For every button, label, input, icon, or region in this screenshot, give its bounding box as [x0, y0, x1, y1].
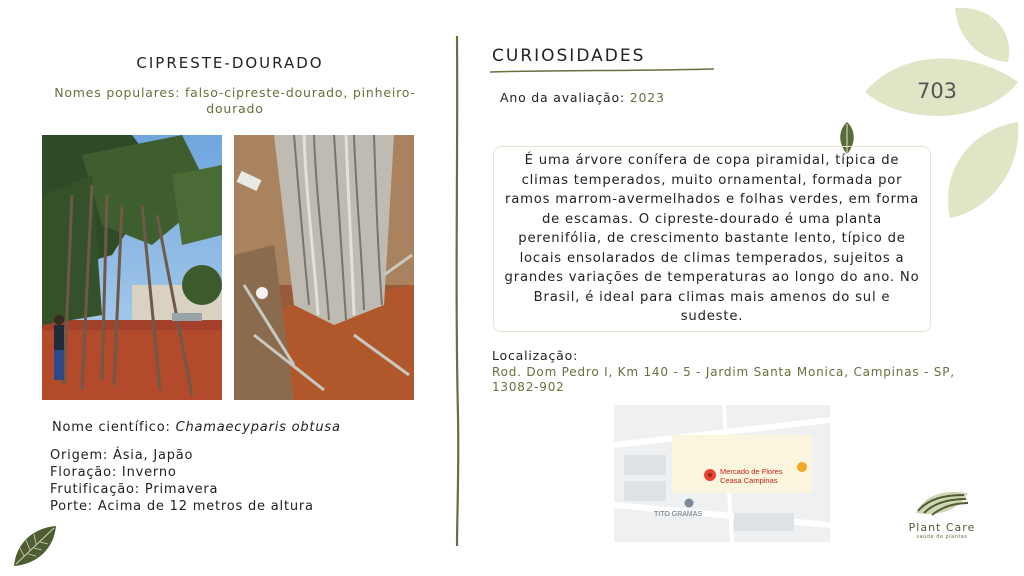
photo-trunk [234, 135, 414, 400]
brand-name: Plant Care [908, 521, 976, 534]
scientific-name-label: Nome científico: [52, 420, 171, 435]
scientific-name: Chamaecyparis obtusa [175, 420, 341, 435]
brand-logo-icon [914, 487, 970, 519]
leaf-shape-bottom [948, 122, 1018, 218]
leaf-icon-bottom-left [10, 522, 60, 570]
photo-trees [42, 135, 222, 400]
plant-title: CIPRESTE-DOURADO [136, 54, 324, 72]
evaluation-year: 2023 [629, 90, 665, 105]
plant-number: 703 [916, 79, 958, 103]
brand-tagline: saúde de plantas [916, 534, 968, 540]
flowering: Floração: Inverno [50, 465, 177, 480]
map-poi-label: TITO GRAMAS [654, 511, 703, 518]
map-place-line1: Mercado de Flores [720, 467, 783, 476]
fruiting: Frutificação: Primavera [50, 482, 219, 497]
section-title: CURIOSIDADES [492, 46, 646, 66]
popular-names: Nomes populares: falso-cipreste-dourado, pinheiro-dourado [54, 85, 416, 116]
scientific-name-row [52, 420, 341, 435]
origin: Origem: Ásia, Japão [50, 448, 194, 463]
vertical-divider [452, 36, 462, 546]
description-box [493, 146, 931, 332]
plant-details [50, 447, 314, 515]
location-map[interactable] [614, 405, 830, 542]
evaluation-year-label: Ano da avaliação: [500, 90, 625, 105]
map-place-line2: Ceasa Campinas [720, 476, 778, 485]
location-label: Localização: [492, 348, 579, 363]
evaluation-year-row [500, 90, 665, 105]
leaf-shape-top [955, 8, 1009, 62]
address: Rod. Dom Pedro I, Km 140 - 5 - Jardim Santa Monica, Campinas - SP, 13082-902 [492, 365, 955, 394]
description-text: É uma árvore conífera de copa piramidal, típica de climas temperados, muito ornamental, formada por ramos marrom-avermelhados e folhas verdes, em forma de escamas. O cipreste-dourado é uma planta perenifólia, de crescimento bastante lento, típico de locais ensolarados de climas temperados, sujeitos a grandes variações de temperaturas ao longo do ano. No Brasil, é ideal para climas mais amenos do sul e sudeste. [504, 153, 920, 324]
map-place-name [720, 467, 783, 485]
title-underline [490, 68, 716, 74]
size: Porte: Acima de 12 metros de altura [50, 499, 314, 514]
poi-marker-icon [685, 499, 694, 508]
poi-icon [797, 462, 807, 472]
